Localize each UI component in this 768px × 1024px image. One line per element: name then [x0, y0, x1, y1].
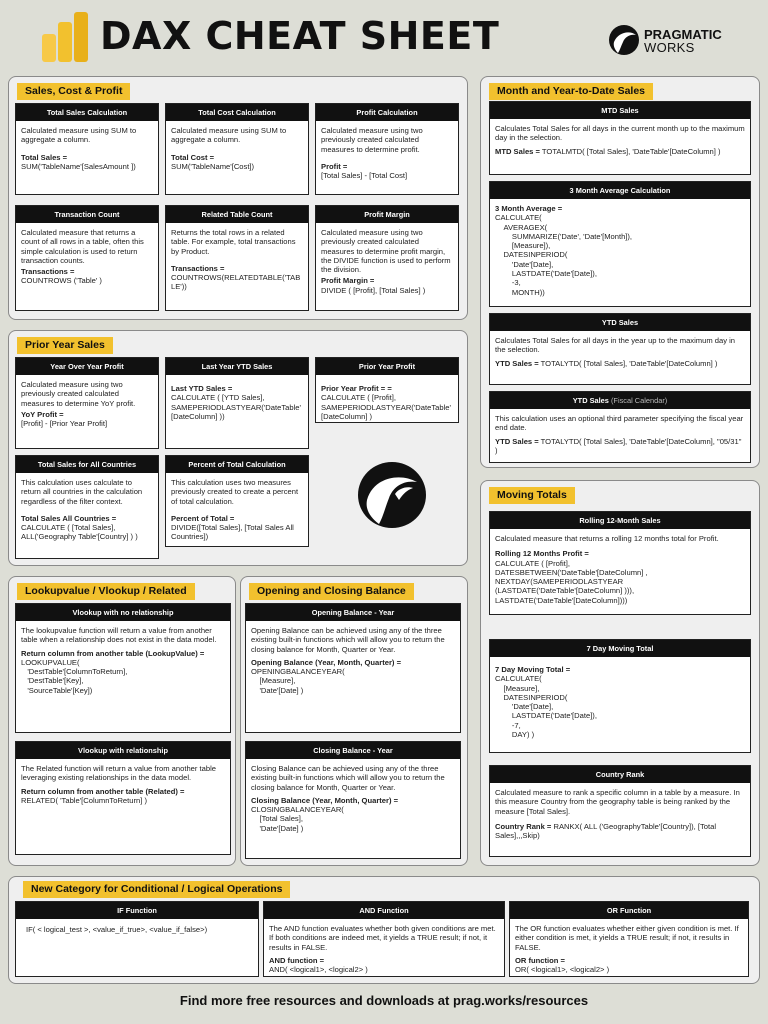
pragmatic-works-bird-icon	[608, 24, 640, 56]
formula-code: AND( <logical1>, <logical2> )	[269, 965, 368, 975]
card-header: Prior Year Profit	[316, 358, 458, 375]
formula-label: Closing Balance (Year, Month, Quarter) =	[251, 795, 399, 805]
formula-label: YoY Profit =	[21, 409, 64, 419]
card-header: Percent of Total Calculation	[166, 456, 308, 473]
formula-label: Rolling 12 Months Profit =	[495, 549, 589, 559]
card-header: AND Function	[264, 902, 504, 919]
card-description: Calculated measure using two previously created calculated measures to determine YoY profit.	[21, 380, 136, 408]
formula-label: Profit Margin =	[321, 276, 375, 286]
section-title: Sales, Cost & Profit	[17, 83, 130, 100]
card-description: Closing Balance can be achieved using any of the three existing built-in functions which will allow you to return the closing balance for Month, Quarter or Year.	[251, 764, 445, 792]
card-rolling-12-month	[489, 511, 751, 615]
formula-code: [Total Sales] - [Total Cost]	[321, 171, 408, 181]
formula-label: Return column from another table (Related) =	[21, 786, 185, 796]
card-description: The Related function will return a value from another table leveraging existing relationships in the data model.	[21, 764, 217, 783]
card-description: Calculated measure using two previously created calculated measures to determine profit margin, the DIVIDE function is used to perform the division.	[321, 228, 451, 275]
card-header: Transaction Count	[16, 206, 158, 223]
formula-label: Prior Year Profit = =	[321, 384, 392, 393]
formula-label: Transactions =	[21, 267, 75, 277]
card-header: Total Sales Calculation	[16, 104, 158, 121]
formula-code: [Profit] - [Prior Year Profit]	[21, 419, 108, 429]
card-description: The lookupvalue function will return a value from another table when a relationship does not exist in the data model.	[21, 626, 217, 645]
section-lookupvalue	[8, 576, 236, 866]
formula-label: Profit =	[321, 161, 348, 171]
formula-code: IF( < logical_test >, <value_if_true>, <value_if_false>)	[26, 925, 208, 934]
card-header: Total Cost Calculation	[166, 104, 308, 121]
brand-name-line2: WORKS	[644, 40, 695, 55]
formula-code: CALCULATE( AVERAGEX( SUMMARIZE('Date', 'Date'[Month]), [Measure]), DATESINPERIOD( 'Date'[Date], LASTDATE('Date'[Date]), -3, MONTH))	[495, 213, 633, 297]
card-prior-year-profit	[315, 357, 459, 423]
formula-code: DIVIDE([Total Sales], [Total Sales All Countries])	[171, 523, 296, 542]
card-total-sales	[15, 103, 159, 195]
page-title: DAX CHEAT SHEET	[100, 14, 500, 58]
section-title: Moving Totals	[489, 487, 575, 504]
formula-code: COUNTROWS ('Table' )	[21, 276, 102, 286]
card-description: This calculation uses calculate to return all countries in the calculation regardless of the filter context.	[21, 478, 143, 506]
formula-label: YTD Sales =	[495, 436, 539, 446]
formula-code: RANKX( ALL ('GeographyTable'[Country]), [Total Sales],,,Skip)	[495, 821, 719, 841]
formula-label: Return column from another table (LookupValue) =	[21, 648, 205, 658]
formula-label: 7 Day Moving Total =	[495, 665, 571, 674]
card-closing-balance	[245, 741, 461, 859]
card-header: YTD Sales	[490, 314, 750, 331]
formula-code: DIVIDE ( [Profit], [Total Sales] )	[321, 285, 426, 295]
brand-logo[interactable]	[608, 24, 748, 60]
formula-code: CALCULATE( [Measure], DATESINPERIOD( 'Date'[Date], LASTDATE('Date'[Date]), -7, DAY) )	[495, 674, 597, 740]
section-logical-operations	[8, 876, 760, 984]
card-header: IF Function	[16, 902, 258, 919]
card-vlookup-with-relationship	[15, 741, 231, 855]
power-bi-logo-icon	[42, 12, 88, 62]
card-opening-balance	[245, 603, 461, 733]
formula-label: Last YTD Sales =	[171, 384, 233, 393]
card-yoy-profit	[15, 357, 159, 449]
section-month-year-to-date	[480, 76, 760, 468]
formula-label: Total Sales =	[21, 152, 68, 162]
formula-code: TOTALYTD( [Total Sales], 'DateTable'[DateColumn] )	[538, 358, 718, 368]
card-description: Calculated measure using SUM to aggregate a column.	[171, 126, 287, 145]
formula-code: CALCULATE ( [Profit], DATESBETWEEN('DateTable'[DateColumn] , NEXTDAY(SAMEPERIODLASTYEAR (LASTDATE('DateTable'[DateColumn] ))), LASTDATE('DateTable'[DateColumn])))	[495, 558, 648, 605]
card-transaction-count	[15, 205, 159, 311]
card-description: The OR function evaluates whether either given condition is met. If either condition is met, it yields a TRUE result; if not, it results in FALSE.	[515, 924, 739, 952]
formula-label: Percent of Total =	[171, 513, 235, 523]
formula-label: Country Rank =	[495, 821, 552, 831]
card-last-year-ytd	[165, 357, 309, 449]
card-description: The AND function evaluates whether both given conditions are met. If both conditions are indeed met, it yields a TRUE result; if not, it results in FALSE.	[269, 924, 496, 952]
page-header	[0, 0, 768, 70]
card-header: OR Function	[510, 902, 748, 919]
card-header: Year Over Year Profit	[16, 358, 158, 375]
section-title: Lookupvalue / Vlookup / Related	[17, 583, 195, 600]
card-or-function	[509, 901, 749, 977]
card-if-function	[15, 901, 259, 977]
card-ytd-sales-fiscal	[489, 391, 751, 463]
card-header: Profit Margin	[316, 206, 458, 223]
card-profit	[315, 103, 459, 195]
formula-label: Opening Balance (Year, Month, Quarter) =	[251, 657, 402, 667]
formula-label: Transactions =	[171, 263, 225, 273]
formula-code: OPENINGBALANCEYEAR( [Measure], 'Date'[Date] )	[251, 667, 345, 695]
card-header: Opening Balance - Year	[246, 604, 460, 621]
card-header: MTD Sales	[490, 102, 750, 119]
card-header: Rolling 12-Month Sales	[490, 512, 750, 529]
card-description: Opening Balance can be achieved using any of the three existing built-in functions which will allow you to return the closing balance for Month, Quarter or Year.	[251, 626, 445, 654]
card-profit-margin	[315, 205, 459, 311]
section-title: Opening and Closing Balance	[249, 583, 414, 600]
section-sales-cost-profit	[8, 76, 468, 320]
formula-code: COUNTROWS(RELATEDTABLE('TABLE'))	[171, 273, 301, 292]
card-country-rank	[489, 765, 751, 857]
formula-code: RELATED( 'Table'[ColumnToReturn] )	[21, 795, 147, 805]
section-title: Prior Year Sales	[17, 337, 113, 354]
formula-code: CLOSINGBALANCEYEAR( [Total Sales], 'Date'[Date] )	[251, 805, 344, 833]
card-header: Last Year YTD Sales	[166, 358, 308, 375]
formula-label: AND function =	[269, 955, 325, 965]
card-header: Total Sales for All Countries	[16, 456, 158, 473]
card-related-table-count	[165, 205, 309, 311]
footer-text[interactable]: Find more free resources and downloads at prag.works/resources	[179, 993, 589, 1008]
formula-code: OR( <logical1>, <logical2> )	[515, 965, 610, 975]
card-description: Calculated measure that returns a rolling 12 months total for Profit.	[495, 534, 719, 543]
card-mtd-sales	[489, 101, 751, 175]
formula-label: Total Sales All Countries =	[21, 513, 117, 523]
formula-label: Total Cost =	[171, 152, 215, 162]
section-title: New Category for Conditional / Logical Operations	[23, 881, 290, 898]
card-header-title: YTD Sales	[572, 396, 609, 405]
card-description: Calculated measure using two previously created calculated measures to determine profit.	[321, 126, 423, 154]
formula-label: MTD Sales =	[495, 146, 540, 156]
card-description: This calculation uses an optional third parameter specifying the fiscal year end date.	[495, 414, 744, 433]
card-description: Calculated measure that returns a count of all rows in a table, often this simple calculation is used to return transaction counts.	[21, 228, 144, 265]
card-header: Vlookup with relationship	[16, 742, 230, 759]
card-percent-of-total	[165, 455, 309, 547]
section-opening-closing-balance	[240, 576, 468, 866]
card-header-subtitle: (Fiscal Calendar)	[610, 396, 668, 405]
card-header: Related Table Count	[166, 206, 308, 223]
section-prior-year-sales	[8, 330, 468, 566]
card-header	[490, 392, 750, 409]
card-header: Profit Calculation	[316, 104, 458, 121]
card-description: Calculated measure using SUM to aggregate a column.	[21, 126, 137, 145]
card-description: Calculates Total Sales for all days in the current month up to the maximum day in the selection.	[495, 124, 745, 143]
card-header: Country Rank	[490, 766, 750, 783]
formula-code: CALCULATE ( [Profit], SAMEPERIODLASTYEAR('DateTable'[DateColumn] )	[321, 393, 451, 421]
formula-label: 3 Month Average =	[495, 204, 563, 213]
card-description: Calculated measure to rank a specific column in a table by a measure. In this measure Country from the geography table is being ranked by the measure [Total Sales].	[495, 788, 740, 816]
formula-label: OR function =	[515, 955, 565, 965]
formula-code: CALCULATE ( [YTD Sales], SAMEPERIODLASTYEAR('DateTable'[DateColumn] ))	[171, 393, 301, 421]
section-title: Month and Year-to-Date Sales	[489, 83, 653, 100]
formula-code: CALCULATE ( [Total Sales], ALL('Geography Table'[Country] ) )	[21, 523, 138, 542]
card-header: Closing Balance - Year	[246, 742, 460, 759]
card-header: 7 Day Moving Total	[490, 640, 750, 657]
formula-code: SUM('TableName'[Cost])	[171, 161, 255, 171]
pragmatic-works-bird-icon	[355, 460, 430, 530]
formula-code: LOOKUPVALUE( 'DestTable'[ColumnToReturn], 'DestTable'[Key], 'SourceTable'[Key])	[21, 657, 128, 695]
card-3-month-average	[489, 181, 751, 307]
formula-label: YTD Sales =	[495, 358, 539, 368]
card-description: This calculation uses two measures previously created to create a percent of total calculation.	[171, 478, 299, 506]
formula-code: TOTALYTD( [Total Sales], 'DateTable'[DateColumn], "05/31" )	[495, 436, 744, 455]
card-description: Returns the total rows in a related table. For example, total transactions by Product.	[171, 228, 296, 256]
formula-code: TOTALMTD( [Total Sales], 'DateTable'[DateColumn] )	[539, 146, 721, 156]
card-7-day-moving-total	[489, 639, 751, 753]
card-total-cost	[165, 103, 309, 195]
card-description: Calculates Total Sales for all days in the year up to the maximum day in the selection.	[495, 336, 736, 355]
card-ytd-sales	[489, 313, 751, 385]
card-and-function	[263, 901, 505, 977]
card-vlookup-no-relationship	[15, 603, 231, 733]
brand-name-line1: PRAGMATIC	[644, 27, 722, 42]
card-header: Vlookup with no relationship	[16, 604, 230, 621]
section-moving-totals	[480, 480, 760, 866]
card-total-sales-all-countries	[15, 455, 159, 559]
card-header: 3 Month Average Calculation	[490, 182, 750, 199]
formula-code: SUM('TableName'[SalesAmount ])	[21, 161, 136, 171]
